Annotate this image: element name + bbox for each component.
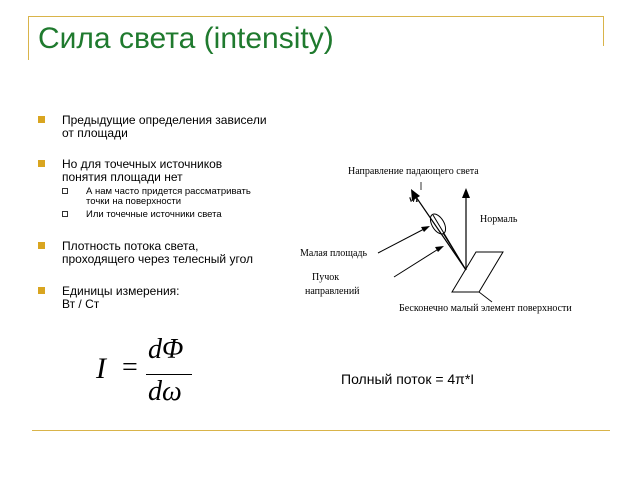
incident-direction-label: Направление падающего света	[348, 166, 479, 177]
surface-element-label: Бесконечно малый элемент поверхности	[399, 303, 572, 314]
sub-bullet-1-line-2: точки на поверхности	[86, 196, 182, 207]
bullet-4-line-2: Вт / Ст	[62, 297, 100, 311]
bullet-2-line-1: Но для точечных источников	[62, 157, 223, 171]
bundle-label-line-1: Пучок	[312, 272, 340, 283]
hollow-square-icon	[62, 211, 68, 217]
bundle-pointer-head	[435, 246, 444, 252]
bullet-1-line-1: Предыдущие определения зависели	[62, 113, 267, 127]
normal-label: Нормаль	[480, 214, 518, 225]
left-rule	[28, 16, 29, 60]
formula-denominator: dω	[148, 376, 182, 407]
top-rule	[28, 16, 604, 17]
fraction-bar	[146, 374, 192, 375]
hollow-square-icon	[62, 188, 68, 194]
formula-numerator: dΦ	[148, 334, 184, 365]
small-area-pointer-head	[421, 226, 430, 232]
small-area-pointer	[378, 228, 426, 253]
sub-bullet-2-line-1: Или точечные источники света	[86, 209, 222, 220]
right-rule	[603, 16, 604, 46]
small-area-label: Малая площадь	[300, 248, 368, 259]
bullet-2-line-2: понятия площади нет	[62, 170, 183, 184]
bottom-rule	[32, 430, 610, 431]
surface-element-shape	[452, 252, 503, 292]
bullet-square-icon	[38, 242, 45, 249]
wi-label: wi	[409, 194, 418, 204]
bullet-3-line-1: Плотность потока света,	[62, 239, 199, 253]
bullet-square-icon	[38, 287, 45, 294]
sub-bullet-1-line-1: А нам часто придется рассматривать	[86, 186, 251, 197]
bullet-square-icon	[38, 160, 45, 167]
surface-pointer	[479, 292, 492, 302]
bundle-pointer	[394, 248, 440, 277]
bundle-label-line-2: направлений	[305, 286, 360, 297]
slide-title: Сила света (intensity)	[38, 22, 334, 55]
incident-arrow	[414, 194, 466, 270]
formula-equals: =	[122, 352, 138, 383]
bullet-square-icon	[38, 116, 45, 123]
bullet-1-line-2: от площади	[62, 126, 128, 140]
total-flux-text: Полный поток = 4π*I	[341, 371, 475, 387]
formula-lhs: I	[96, 352, 106, 385]
normal-arrowhead	[462, 188, 470, 198]
formula	[96, 334, 206, 414]
bullet-3-line-2: проходящего через телесный угол	[62, 252, 253, 266]
bullet-4-line-1: Единицы измерения:	[62, 284, 180, 298]
